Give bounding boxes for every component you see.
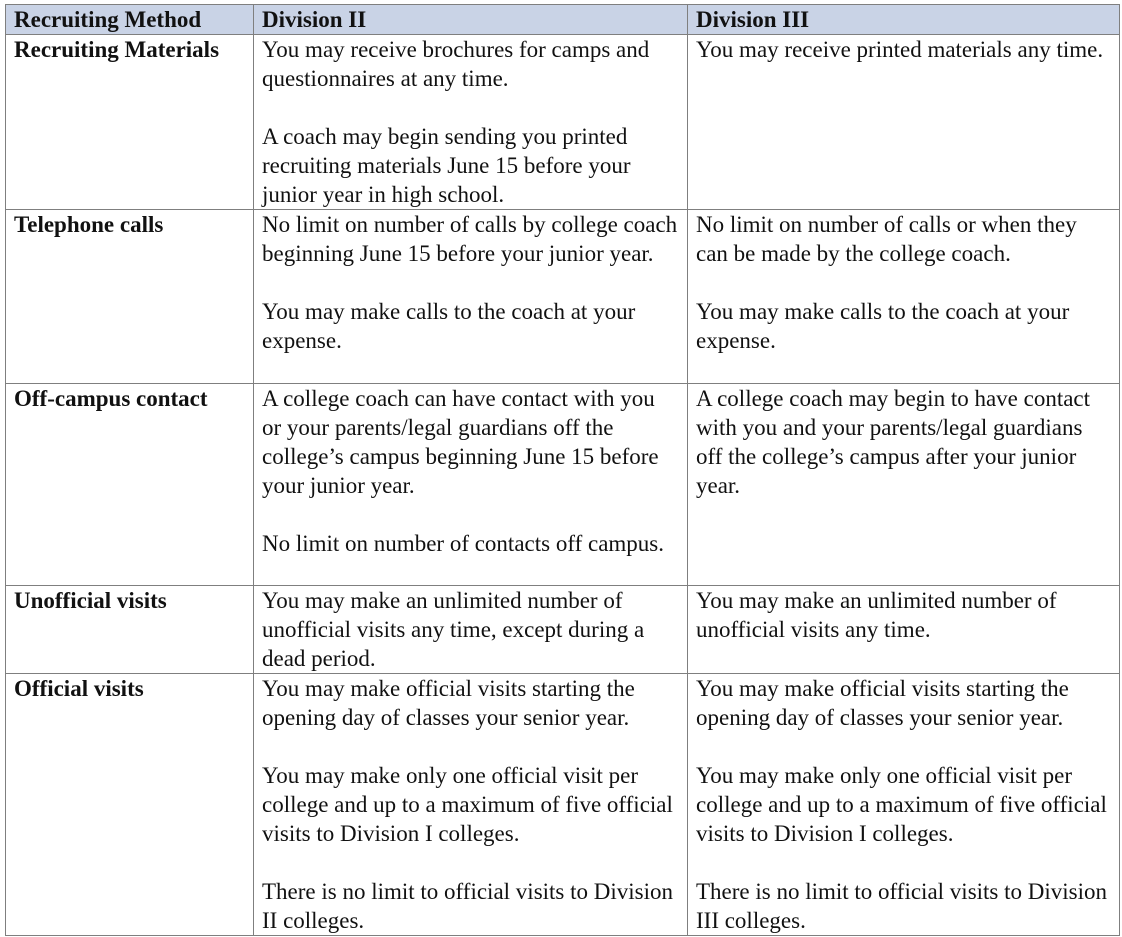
division-iii-cell xyxy=(688,384,1120,586)
table-row xyxy=(6,35,1120,210)
row-method-cell: Unofficial visits xyxy=(6,586,254,674)
table-row xyxy=(6,586,1120,674)
cell-paragraph: You may make calls to the coach at your expense. xyxy=(262,299,636,353)
division-ii-cell xyxy=(254,586,688,674)
cell-paragraph: A coach may begin sending you printed recruiting materials June 15 before your junior year in high school. xyxy=(262,124,631,207)
cell-paragraph: You may make official visits starting the opening day of classes your senior year. xyxy=(696,676,1069,730)
cell-paragraph: You may make calls to the coach at your expense. xyxy=(696,299,1070,353)
recruiting-rules-table xyxy=(5,4,1120,936)
cell-paragraph: No limit on number of calls or when they can be made by the college coach. xyxy=(696,212,1077,266)
header-recruiting-method: Recruiting Method xyxy=(6,5,254,35)
cell-paragraph: A college coach can have contact with you or your parents/legal guardians off the college’s campus beginning June 15 before your junior year. xyxy=(262,386,659,498)
division-iii-cell xyxy=(688,35,1120,210)
header-division-ii: Division II xyxy=(254,5,688,35)
header-division-iii: Division III xyxy=(688,5,1120,35)
cell-paragraph: You may make only one official visit per college and up to a maximum of five official visits to Division I colleges. xyxy=(696,763,1107,846)
cell-paragraph: No limit on number of calls by college coach beginning June 15 before your junior year. xyxy=(262,212,678,266)
table-row xyxy=(6,210,1120,384)
cell-paragraph: You may make only one official visit per college and up to a maximum of five official visits to Division I colleges. xyxy=(262,763,673,846)
division-ii-cell xyxy=(254,35,688,210)
cell-paragraph: There is no limit to official visits to Division II colleges. xyxy=(262,879,673,933)
table-header xyxy=(6,5,1120,35)
division-iii-cell xyxy=(688,210,1120,384)
cell-paragraph: No limit on number of contacts off campus. xyxy=(262,531,664,556)
table-body xyxy=(6,35,1120,936)
row-method-cell: Recruiting Materials xyxy=(6,35,254,210)
division-ii-cell xyxy=(254,674,688,936)
division-iii-cell xyxy=(688,586,1120,674)
row-method-cell: Official visits xyxy=(6,674,254,936)
cell-paragraph: A college coach may begin to have contact with you and your parents/legal guardians off the college’s campus after your junior year. xyxy=(696,386,1091,498)
division-iii-cell xyxy=(688,674,1120,936)
cell-paragraph: You may make an unlimited number of unofficial visits any time. xyxy=(696,588,1057,642)
row-method-cell: Off-campus contact xyxy=(6,384,254,586)
cell-paragraph: There is no limit to official visits to Division III colleges. xyxy=(696,879,1107,933)
division-ii-cell xyxy=(254,210,688,384)
table-row xyxy=(6,384,1120,586)
division-ii-cell xyxy=(254,384,688,586)
row-method-cell: Telephone calls xyxy=(6,210,254,384)
table-row xyxy=(6,674,1120,936)
cell-paragraph: You may receive printed materials any time. xyxy=(696,37,1104,62)
cell-paragraph: You may make official visits starting the opening day of classes your senior year. xyxy=(262,676,635,730)
header-row xyxy=(6,5,1120,35)
cell-paragraph: You may make an unlimited number of unofficial visits any time, except during a dead period. xyxy=(262,588,645,671)
cell-paragraph: You may receive brochures for camps and questionnaires at any time. xyxy=(262,37,650,91)
